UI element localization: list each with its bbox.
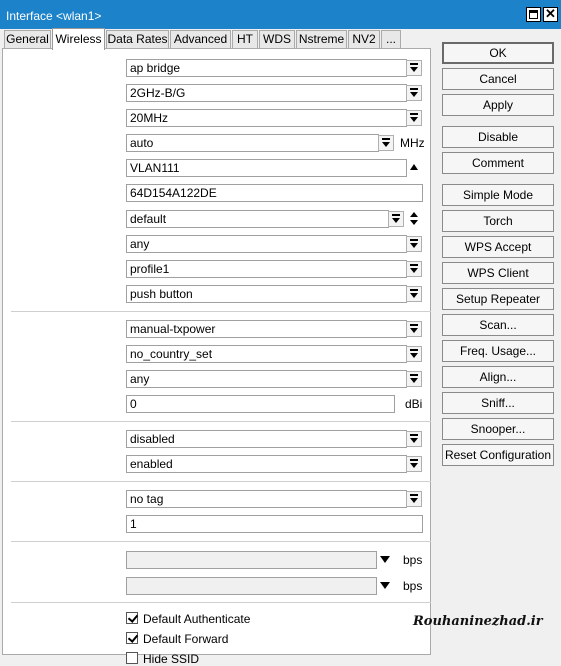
security-profile-dropdown-icon[interactable] — [406, 261, 422, 277]
channel-width-dropdown-icon[interactable] — [406, 110, 422, 126]
simple-mode-button[interactable]: Simple Mode — [442, 184, 554, 206]
tab-data-rates[interactable]: Data Rates — [106, 30, 169, 49]
title-bar — [0, 0, 561, 29]
vlan-mode-select[interactable]: no tag — [126, 490, 407, 508]
hide-ssid-label: Hide SSID — [143, 652, 200, 666]
separator — [11, 541, 431, 542]
disable-button[interactable]: Disable — [442, 126, 554, 148]
band-select[interactable]: 2GHz-B/G — [126, 84, 407, 102]
tab-wds[interactable]: WDS — [259, 30, 295, 49]
ssid-input[interactable]: VLAN111 — [126, 159, 407, 177]
scan-button[interactable]: Scan... — [442, 314, 554, 336]
default-forward-label: Default Forward — [143, 632, 229, 646]
default-client-tx-rate-input[interactable] — [126, 577, 377, 595]
scan-list-dropdown-icon[interactable] — [388, 211, 404, 227]
wps-client-button[interactable]: WPS Client — [442, 262, 554, 284]
country-dropdown-icon[interactable] — [406, 346, 422, 362]
default-ap-tx-rate-dropdown-icon[interactable] — [380, 556, 390, 563]
antenna-gain-unit: dBi — [405, 397, 423, 411]
default-client-tx-rate-dropdown-icon[interactable] — [380, 582, 390, 589]
snooper-button[interactable]: Snooper... — [442, 418, 554, 440]
reset-configuration-button[interactable]: Reset Configuration — [442, 444, 554, 466]
tab-bar — [0, 29, 430, 49]
collapse-up-icon[interactable] — [410, 164, 418, 170]
radio-name-input[interactable]: 64D154A122DE — [126, 184, 423, 202]
default-ap-tx-rate-input[interactable] — [126, 551, 377, 569]
tab-advanced[interactable]: Advanced — [170, 30, 231, 49]
vlan-mode-dropdown-icon[interactable] — [406, 491, 422, 507]
separator — [11, 421, 431, 422]
wps-mode-select[interactable]: push button — [126, 285, 407, 303]
comment-button[interactable]: Comment — [442, 152, 554, 174]
tab-nstreme[interactable]: Nstreme — [296, 30, 347, 49]
channel-width-select[interactable]: 20MHz — [126, 109, 407, 127]
bridge-mode-select[interactable]: enabled — [126, 455, 407, 473]
default-forward-checkbox[interactable] — [126, 632, 138, 644]
wps-accept-button[interactable]: WPS Accept — [442, 236, 554, 258]
frequency-dropdown-icon[interactable] — [378, 135, 394, 151]
installation-select[interactable]: any — [126, 370, 407, 388]
wmm-support-select[interactable]: disabled — [126, 430, 407, 448]
watermark: Rouhaninezhad.ir — [413, 614, 543, 629]
wps-mode-dropdown-icon[interactable] — [406, 286, 422, 302]
separator — [11, 602, 431, 603]
default-ap-tx-rate-unit: bps — [403, 553, 423, 567]
antenna-gain-input[interactable]: 0 — [126, 395, 395, 413]
up-down-icon[interactable] — [409, 211, 419, 227]
close-icon[interactable]: ✕ — [543, 7, 558, 22]
cancel-button[interactable]: Cancel — [442, 68, 554, 90]
security-profile-select[interactable]: profile1 — [126, 260, 407, 278]
tab-general[interactable]: General — [4, 30, 51, 49]
vlan-id-input[interactable]: 1 — [126, 515, 423, 533]
frequency-mode-select[interactable]: manual-txpower — [126, 320, 407, 338]
hide-ssid-checkbox[interactable] — [126, 652, 138, 664]
wireless-protocol-select[interactable]: any — [126, 235, 407, 253]
scan-list-select[interactable]: default — [126, 210, 389, 228]
bridge-mode-dropdown-icon[interactable] — [406, 456, 422, 472]
align-button[interactable]: Align... — [442, 366, 554, 388]
separator — [11, 481, 431, 482]
band-dropdown-icon[interactable] — [406, 85, 422, 101]
wireless-protocol-dropdown-icon[interactable] — [406, 236, 422, 252]
tab-more[interactable]: ... — [381, 30, 401, 49]
default-authenticate-checkbox[interactable] — [126, 612, 138, 624]
wmm-support-dropdown-icon[interactable] — [406, 431, 422, 447]
tab-nv2[interactable]: NV2 — [348, 30, 380, 49]
apply-button[interactable]: Apply — [442, 94, 554, 116]
setup-repeater-button[interactable]: Setup Repeater — [442, 288, 554, 310]
maximize-icon[interactable] — [526, 7, 541, 22]
tab-ht[interactable]: HT — [232, 30, 258, 49]
mode-dropdown-icon[interactable] — [406, 60, 422, 76]
torch-button[interactable]: Torch — [442, 210, 554, 232]
frequency-mode-dropdown-icon[interactable] — [406, 321, 422, 337]
frequency-select[interactable]: auto — [126, 134, 379, 152]
country-select[interactable]: no_country_set — [126, 345, 407, 363]
window-title: Interface <wlan1> — [6, 9, 102, 23]
default-authenticate-label: Default Authenticate — [143, 612, 251, 626]
tab-wireless[interactable]: Wireless — [52, 28, 105, 50]
ok-button[interactable]: OK — [442, 42, 554, 64]
default-client-tx-rate-unit: bps — [403, 579, 423, 593]
freq-usage-button[interactable]: Freq. Usage... — [442, 340, 554, 362]
sniff-button[interactable]: Sniff... — [442, 392, 554, 414]
separator — [11, 311, 431, 312]
installation-dropdown-icon[interactable] — [406, 371, 422, 387]
frequency-unit: MHz — [400, 136, 425, 150]
wireless-form-panel — [2, 48, 431, 666]
mode-select[interactable]: ap bridge — [126, 59, 407, 77]
